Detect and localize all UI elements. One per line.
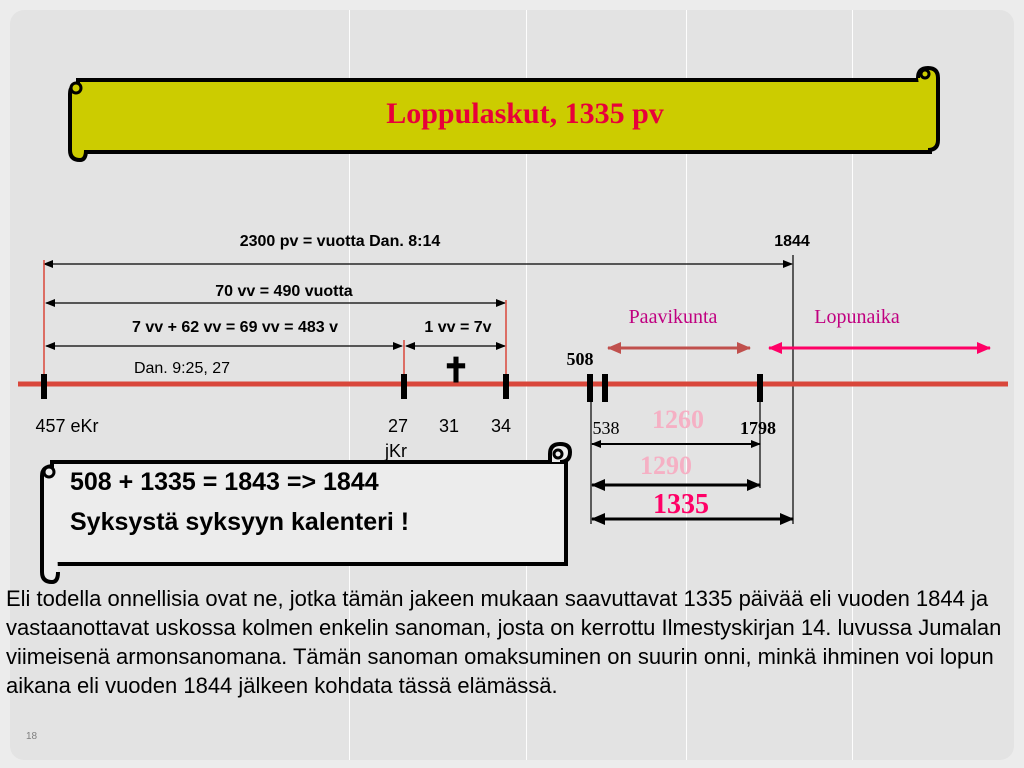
- tick-27: [401, 374, 407, 399]
- tick-label-1798: 1798: [740, 418, 776, 438]
- period-1335-label: 1335: [653, 489, 709, 520]
- tick-538: [602, 374, 608, 402]
- span-total-label: 2300 pv = vuotta Dan. 8:14: [239, 233, 441, 250]
- callout-line-2: Syksystä syksyyn kalenteri !: [70, 508, 410, 536]
- papacy-label: Paavikunta: [628, 306, 718, 328]
- tick-label-31: 31: [438, 416, 460, 436]
- span-sixty-nine-weeks-label: 7 vv + 62 vv = 69 vv = 483 v: [132, 319, 338, 336]
- body-paragraph: Eli todella onnellisia ovat ne, jotka tämän jakeen mukaan saavuttavat 1335 päivää eli vuoden 1844 ja vastaanottavat uskossa kolmen enkelin sanoman, josta on kerrottu Ilmestyskirjan 14. luvussa Jumalan viimeisenä armonsanomana. Tämän sanoman omaksuminen on suurin onni, minkä ihminen voi lopun aikana eli vuoden 1844 jälkeen kohdata tässä elämässä.: [6, 586, 1002, 698]
- tick-508: [587, 374, 593, 402]
- dan-reference-label: Dan. 9:25, 27: [133, 360, 231, 377]
- period-1260-label: 1260: [652, 405, 704, 434]
- span-total-end-label: 1844: [774, 233, 810, 250]
- tick-34: [503, 374, 509, 399]
- tick-457: [41, 374, 47, 399]
- period-1290-label: 1290: [640, 451, 692, 480]
- page-title: Loppulaskut, 1335 pv: [386, 97, 664, 130]
- tick-1798: [757, 374, 763, 402]
- slide-number: 18: [26, 731, 38, 742]
- tick-label-457: 457 eKr: [35, 416, 99, 436]
- span-seventy-weeks-label: 70 vv = 490 vuotta: [215, 283, 353, 300]
- tick-label-jkr: jKr: [385, 441, 407, 461]
- tick-label-34: 34: [490, 416, 512, 436]
- end-time-label: Lopunaika: [814, 306, 900, 328]
- span-one-week-label: 1 vv = 7v: [424, 319, 492, 336]
- tick-label-508: 508: [566, 349, 594, 369]
- tick-label-27: 27: [387, 416, 409, 436]
- callout-line-1: 508 + 1335 = 1843 => 1844: [70, 468, 379, 496]
- tick-label-538: 538: [592, 418, 620, 438]
- cross-icon: ✝: [441, 352, 471, 390]
